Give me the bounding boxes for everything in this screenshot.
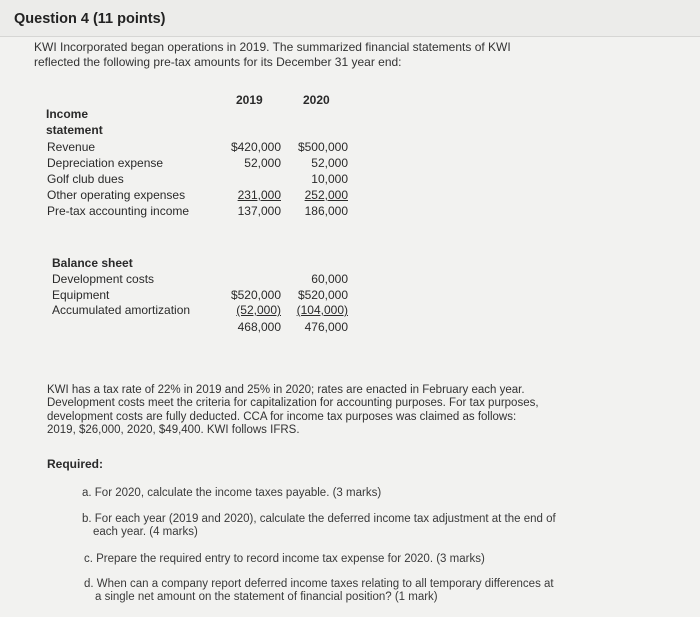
income-row-value-2019: 231,000 xyxy=(237,188,281,202)
required-item-line: b. For each year (2019 and 2020), calculate the deferred income tax adjustment at the end of xyxy=(82,513,556,525)
scenario-paragraph xyxy=(47,384,627,438)
paragraph-line: development costs are fully deducted. CCA for income tax purposes was claimed as follows: xyxy=(47,410,517,423)
required-heading: Required: xyxy=(47,457,104,471)
income-statement-heading: statement xyxy=(46,123,103,137)
required-item-c xyxy=(84,553,485,566)
year-header-2019: 2019 xyxy=(236,93,263,107)
balance-sheet-heading: Balance sheet xyxy=(52,256,133,270)
year-header-2020: 2020 xyxy=(303,93,330,107)
question-title: Question 4 (11 points) xyxy=(14,11,166,27)
intro-text xyxy=(34,40,654,70)
intro-line: reflected the following pre-tax amounts for its December 31 year end: xyxy=(34,55,402,69)
income-row-value-2019: $420,000 xyxy=(230,140,281,154)
income-row-label: Pre-tax accounting income xyxy=(47,204,190,218)
income-row-value-2020: $500,000 xyxy=(297,140,348,154)
income-row-label: Revenue xyxy=(47,140,96,154)
balance-row-label: Development costs xyxy=(52,272,155,286)
income-row-label: Depreciation expense xyxy=(47,156,164,170)
balance-row-value-2019: 468,000 xyxy=(237,320,281,334)
required-item-line: c. Prepare the required entry to record income tax expense for 2020. (3 marks) xyxy=(84,553,485,565)
required-item-a xyxy=(82,487,381,500)
income-row-value-2019: 137,000 xyxy=(237,204,281,218)
income-row-value-2020: 186,000 xyxy=(304,204,348,218)
paragraph-line: Development costs meet the criteria for capitalization for accounting purposes. For tax purposes, xyxy=(47,397,539,410)
income-row-value-2020: 252,000 xyxy=(304,188,348,202)
required-item-d xyxy=(84,578,554,604)
paragraph-line: 2019, $26,000, 2020, $49,400. KWI follows IFRS. xyxy=(47,424,300,437)
income-row-value-2020: 10,000 xyxy=(311,172,348,186)
income-row-label: Golf club dues xyxy=(47,172,124,186)
required-item-b xyxy=(82,513,556,539)
required-item-line: a. For 2020, calculate the income taxes payable. (3 marks) xyxy=(82,487,382,499)
paragraph-line: KWI has a tax rate of 22% in 2019 and 25% in 2020; rates are enacted in February each year. xyxy=(47,384,525,396)
balance-row-value-2020: $520,000 xyxy=(297,288,348,302)
income-row-value-2020: 52,000 xyxy=(311,156,348,170)
question-header xyxy=(0,0,700,37)
balance-row-value-2019: $520,000 xyxy=(230,288,281,302)
balance-row-value-2020: 476,000 xyxy=(304,320,348,334)
income-row-value-2019: 52,000 xyxy=(244,156,281,170)
required-item-line: each year. (4 marks) xyxy=(93,526,198,538)
income-row-label: Other operating expenses xyxy=(47,188,186,202)
intro-line: KWI Incorporated began operations in 2019. The summarized financial statements of KWI xyxy=(34,40,511,54)
balance-row-value-2020: (104,000) xyxy=(296,303,348,317)
balance-row-label: Accumulated amortization xyxy=(52,303,191,317)
balance-row-value-2020: 60,000 xyxy=(311,272,348,286)
required-item-line: a single net amount on the statement of financial position? (1 mark) xyxy=(95,591,438,603)
balance-row-label: Equipment xyxy=(52,288,110,302)
required-item-line: d. When can a company report deferred income taxes relating to all temporary differences at xyxy=(84,578,554,590)
income-statement-heading: Income xyxy=(46,107,89,121)
balance-row-value-2019: (52,000) xyxy=(236,303,281,317)
